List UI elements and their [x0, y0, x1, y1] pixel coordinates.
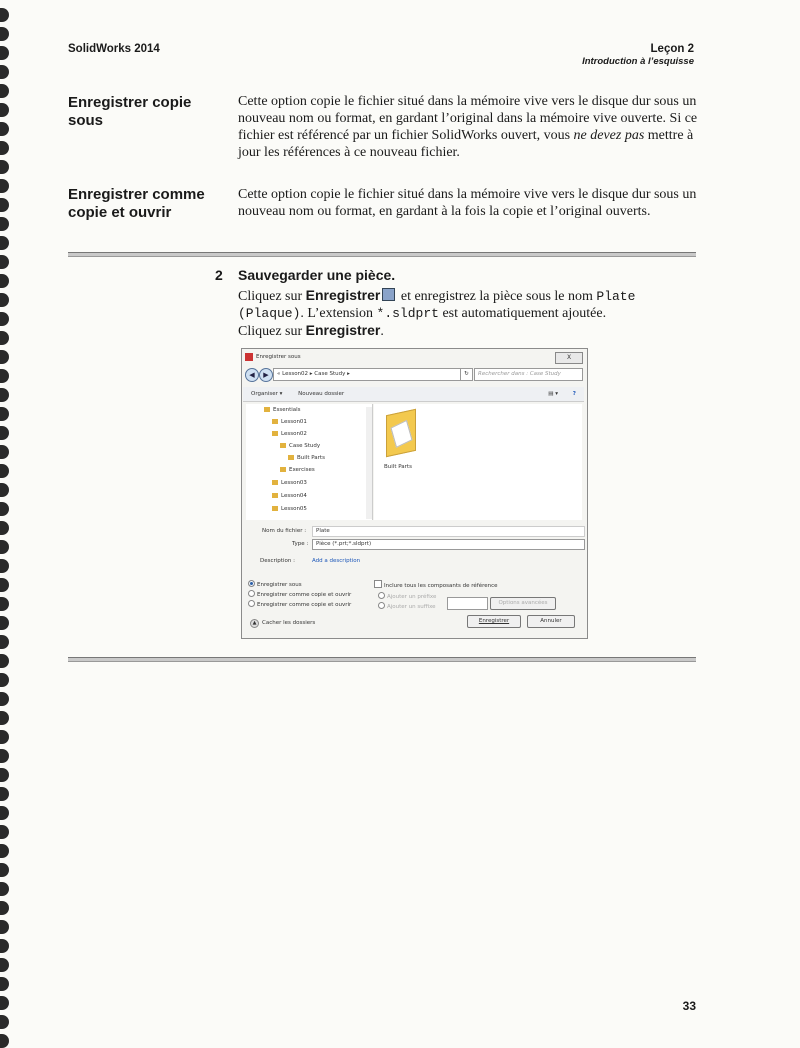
radio-label: Enregistrer comme copie et ouvrir: [257, 602, 352, 608]
step-title: Sauvegarder une pièce.: [238, 267, 396, 283]
folder-icon: [288, 455, 294, 460]
radio-suffix[interactable]: [378, 602, 436, 611]
tree-item-label: Essentials: [273, 407, 301, 413]
binding-ring: [0, 882, 9, 896]
binding-ring: [0, 825, 9, 839]
radio-icon: [378, 602, 385, 609]
binding-ring: [0, 806, 9, 820]
tree-item[interactable]: [272, 506, 307, 513]
folder-icon: [272, 419, 278, 424]
binding-ring: [0, 160, 9, 174]
radio-icon: [248, 580, 255, 587]
binding-ring: [0, 103, 9, 117]
binding-ring: [0, 65, 9, 79]
folder-icon: [280, 467, 286, 472]
definition-save-copy-and-open: Cette option copie le fichier situé dans la mémoire vive vers le disque dur sous un nouveau nom ou format, en gardant à la fois la copie et l’original ouverts.: [238, 187, 697, 219]
extension-mono: *.sldprt: [376, 306, 439, 321]
radio-icon: [248, 600, 255, 607]
step-instructions: [238, 287, 698, 340]
binding-ring: [0, 578, 9, 592]
tree-item[interactable]: [264, 407, 301, 414]
tree-scrollbar[interactable]: [366, 407, 372, 519]
type-label: Type :: [292, 541, 309, 547]
save-as-dialog: [241, 348, 588, 639]
binding-ring: [0, 122, 9, 136]
binding-ring: [0, 312, 9, 326]
binding-ring: [0, 616, 9, 630]
definition-text: Cette option copie le fichier situé dans la mémoire vive vers le disque dur sous un nouveau nom ou format, en gardant l’original dans la mémoire vive ouverte. Si ce fichier est référencé par un fichier SolidWorks ouvert, vous: [238, 94, 698, 143]
tree-item-label: Built Parts: [297, 455, 325, 461]
close-button[interactable]: X: [555, 352, 583, 364]
binding-ring: [0, 901, 9, 915]
binding-ring: [0, 331, 9, 345]
folder-icon: [272, 480, 278, 485]
binding-ring: [0, 502, 9, 516]
help-icon[interactable]: ?: [572, 391, 576, 397]
lesson-label: Leçon 2: [650, 43, 694, 55]
checkbox-icon: [374, 580, 382, 588]
tree-item-label: Exercises: [289, 467, 315, 473]
description-label: Description :: [260, 558, 295, 564]
page-number: 33: [682, 999, 696, 1013]
filename-input[interactable]: Plate: [312, 526, 585, 537]
binding-ring: [0, 597, 9, 611]
forward-arrow-icon[interactable]: ▶: [259, 368, 273, 382]
binding-ring: [0, 483, 9, 497]
lesson-subtitle: Introduction à l’esquisse: [582, 56, 694, 67]
spiral-binding: [0, 0, 16, 1046]
running-header-title: SolidWorks 2014: [68, 43, 160, 55]
term-save-copy-and-open: Enregistrer comme copie et ouvrir: [68, 186, 205, 221]
binding-ring: [0, 141, 9, 155]
folder-label[interactable]: Built Parts: [384, 464, 412, 470]
section-divider: [68, 657, 696, 662]
checkbox-label: Inclure tous les composants de référence: [384, 583, 498, 589]
binding-ring: [0, 388, 9, 402]
binding-ring: [0, 711, 9, 725]
binding-ring: [0, 844, 9, 858]
binding-ring: [0, 445, 9, 459]
folder-icon: [272, 493, 278, 498]
tree-item-label: Lesson03: [281, 480, 307, 486]
binding-ring: [0, 46, 9, 60]
description-link[interactable]: Add a description: [312, 558, 361, 564]
folder-icon: [272, 431, 278, 436]
radio-label: Enregistrer sous: [257, 582, 302, 588]
binding-ring: [0, 350, 9, 364]
binding-ring: [0, 274, 9, 288]
app-icon: [245, 353, 253, 361]
definition-emphasis: ne devez pas: [573, 128, 645, 143]
binding-ring: [0, 768, 9, 782]
radio-save-as[interactable]: [248, 580, 302, 589]
include-refs-checkbox[interactable]: [374, 580, 498, 590]
step-text: . L’extension: [300, 306, 377, 321]
navigation-bar: [245, 367, 582, 381]
binding-ring: [0, 255, 9, 269]
tree-item[interactable]: [272, 493, 307, 500]
definition-save-copy-as: [238, 93, 698, 161]
tree-item[interactable]: [288, 455, 325, 462]
tree-item-label: Lesson02: [281, 431, 307, 437]
radio-icon: [378, 592, 385, 599]
search-input[interactable]: Rechercher dans : Case Study: [474, 368, 583, 381]
new-folder-button[interactable]: Nouveau dossier: [298, 391, 345, 397]
binding-ring: [0, 27, 9, 41]
address-bar[interactable]: « Lesson02 ▸ Case Study ▸: [273, 368, 470, 381]
view-options-icon[interactable]: ▤ ▾: [548, 391, 558, 397]
cancel-button[interactable]: Annuler: [527, 615, 575, 628]
binding-ring: [0, 217, 9, 231]
binding-ring: [0, 407, 9, 421]
tree-item-label: Lesson04: [281, 493, 307, 499]
binding-ring: [0, 996, 9, 1010]
binding-ring: [0, 673, 9, 687]
radio-prefix[interactable]: [378, 592, 436, 601]
filename-label: Nom du fichier :: [262, 528, 307, 534]
binding-ring: [0, 84, 9, 98]
document-icon: [390, 420, 412, 448]
step-number: 2: [215, 267, 223, 283]
tree-item-label: Case Study: [289, 443, 321, 449]
save-icon: [382, 288, 395, 301]
binding-ring: [0, 540, 9, 554]
binding-ring: [0, 369, 9, 383]
advanced-options-button[interactable]: Options avancées: [490, 597, 556, 610]
tree-item-label: Lesson01: [281, 419, 307, 425]
save-command-label: Enregistrer: [305, 322, 381, 338]
binding-ring: [0, 198, 9, 212]
step-text: .: [380, 324, 384, 339]
hide-folders-label: Cacher les dossiers: [262, 620, 316, 626]
file-name-translation: (Plaque): [238, 306, 301, 321]
dialog-toolbar: [243, 387, 584, 402]
binding-ring: [0, 635, 9, 649]
binding-ring: [0, 1015, 9, 1029]
folder-icon: [280, 443, 286, 448]
step-text: Cliquez sur: [238, 324, 306, 339]
tree-item-label: Lesson05: [281, 506, 307, 512]
binding-ring: [0, 730, 9, 744]
radio-label: Enregistrer comme copie et ouvrir: [257, 592, 352, 598]
binding-ring: [0, 939, 9, 953]
term-save-copy-as: Enregistrer copie sous: [68, 94, 192, 129]
binding-ring: [0, 293, 9, 307]
back-arrow-icon[interactable]: ◀: [245, 368, 259, 382]
radio-save-copy-continue[interactable]: [248, 590, 351, 599]
file-name-mono: Plate: [596, 289, 636, 304]
type-select[interactable]: Pièce (*.prt;*.sldprt): [312, 539, 585, 550]
tree-item[interactable]: [280, 443, 320, 450]
chevron-up-icon: ▲: [250, 619, 259, 628]
folder-icon[interactable]: [386, 409, 416, 457]
organize-menu[interactable]: Organiser ▾: [251, 391, 283, 397]
radio-label: Ajouter un préfixe: [387, 594, 437, 600]
binding-ring: [0, 958, 9, 972]
tree-item[interactable]: [272, 431, 307, 438]
radio-save-copy-open[interactable]: [248, 600, 351, 609]
radio-label: Ajouter un suffixe: [387, 604, 436, 610]
binding-ring: [0, 863, 9, 877]
step-text: Cliquez sur: [238, 289, 306, 304]
save-button[interactable]: Enregistrer: [467, 615, 521, 628]
dialog-title: Enregistrer sous: [256, 354, 301, 360]
tree-item[interactable]: [272, 419, 307, 426]
prefix-suffix-input[interactable]: [447, 597, 488, 610]
binding-ring: [0, 559, 9, 573]
binding-ring: [0, 8, 9, 22]
hide-folders-toggle[interactable]: [250, 619, 315, 628]
binding-ring: [0, 521, 9, 535]
radio-icon: [248, 590, 255, 597]
save-command-label: Enregistrer: [305, 287, 381, 303]
folder-tree: [246, 404, 373, 520]
binding-ring: [0, 464, 9, 478]
folder-icon: [272, 506, 278, 511]
binding-ring: [0, 787, 9, 801]
step-text: et enregistrez la pièce sous le nom: [397, 289, 597, 304]
binding-ring: [0, 179, 9, 193]
tree-item[interactable]: [272, 480, 307, 487]
definition-text-end: mettre à jour les références à ce nouveau fichier.: [238, 128, 694, 160]
binding-ring: [0, 692, 9, 706]
file-pane: [374, 404, 582, 520]
refresh-icon[interactable]: ↻: [460, 368, 473, 381]
step-text: est automatiquement ajoutée.: [438, 306, 607, 321]
running-header-lesson: [582, 43, 694, 67]
binding-ring: [0, 426, 9, 440]
binding-ring: [0, 654, 9, 668]
tree-item[interactable]: [280, 467, 315, 474]
binding-ring: [0, 236, 9, 250]
binding-ring: [0, 749, 9, 763]
folder-icon: [264, 407, 270, 412]
section-divider: [68, 252, 696, 257]
binding-ring: [0, 977, 9, 991]
binding-ring: [0, 920, 9, 934]
